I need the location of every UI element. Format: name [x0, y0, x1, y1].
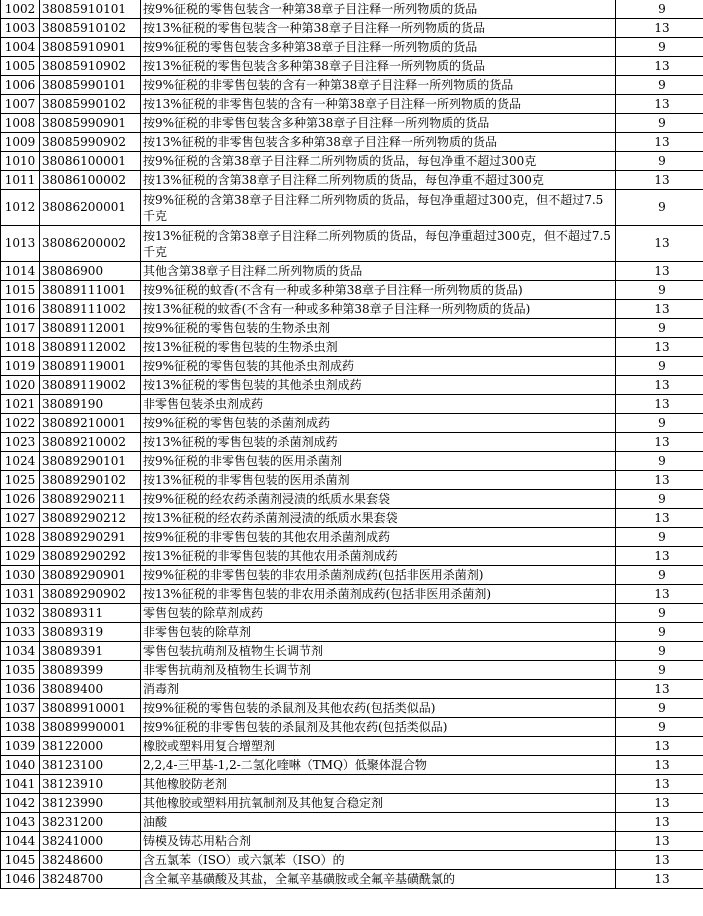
table-row: [1, 300, 703, 319]
row-number-cell: 1004: [1, 38, 40, 57]
tax-rate-cell: 13: [616, 226, 703, 262]
goods-description-cell: 按13%征税的非零售包装的非农用杀菌剂成药(包括非医用杀菌剂): [141, 585, 616, 604]
goods-description-cell: 按13%征税的非零售包装的其他农用杀菌剂成药: [141, 547, 616, 566]
table-row: [1, 171, 703, 190]
table-row: [1, 547, 703, 566]
goods-description-cell: 按13%征税的非零售包装的含有一种第38章子目注释一所列物质的货品: [141, 95, 616, 114]
tariff-code-cell: 38089290902: [40, 585, 141, 604]
table-row: [1, 832, 703, 851]
table-row: [1, 718, 703, 737]
tax-rate-cell: 9: [616, 38, 703, 57]
goods-description-cell: 按9%征税的含第38章子目注释二所列物质的货品，每包净重超过300克，但不超过7.5千克: [141, 190, 616, 226]
tax-rate-cell: 9: [616, 623, 703, 642]
tax-rate-cell: 9: [616, 490, 703, 509]
row-number-cell: 1033: [1, 623, 40, 642]
tax-rate-cell: 13: [616, 680, 703, 699]
tax-rate-cell: 13: [616, 756, 703, 775]
tax-rate-cell: 9: [616, 114, 703, 133]
goods-description-cell: 按13%征税的零售包装含多种第38章子目注释一所列物质的货品: [141, 57, 616, 76]
table-row: [1, 851, 703, 870]
tax-rate-cell: 9: [616, 0, 703, 19]
tariff-code-cell: 38089290212: [40, 509, 141, 528]
tax-rate-cell: 9: [616, 190, 703, 226]
row-number-cell: 1006: [1, 76, 40, 95]
table-row: [1, 737, 703, 756]
tariff-code-cell: 38089290101: [40, 452, 141, 471]
tax-rate-cell: 13: [616, 376, 703, 395]
goods-description-cell: 按9%征税的非零售包装的其他农用杀菌剂成药: [141, 528, 616, 547]
tax-rate-cell: 13: [616, 133, 703, 152]
tariff-code-cell: 38089400: [40, 680, 141, 699]
goods-description-cell: 按9%征税的零售包装的杀鼠剂及其他农药(包括类似品): [141, 699, 616, 718]
tax-rate-cell: 13: [616, 338, 703, 357]
row-number-cell: 1002: [1, 0, 40, 19]
tax-rate-cell: 13: [616, 262, 703, 281]
row-number-cell: 1007: [1, 95, 40, 114]
tariff-code-cell: 38089190: [40, 395, 141, 414]
tariff-code-cell: 38086100001: [40, 152, 141, 171]
table-row: [1, 38, 703, 57]
tariff-code-cell: 38089119001: [40, 357, 141, 376]
tariff-code-cell: 38123990: [40, 794, 141, 813]
table-body: [1, 0, 703, 889]
goods-description-cell: 按9%征税的非零售包装的医用杀菌剂: [141, 452, 616, 471]
table-row: [1, 114, 703, 133]
tax-rate-cell: 9: [616, 357, 703, 376]
table-row: [1, 566, 703, 585]
row-number-cell: 1013: [1, 226, 40, 262]
tariff-code-cell: 38085990901: [40, 114, 141, 133]
tax-rate-cell: 9: [616, 528, 703, 547]
tax-rate-cell: 9: [616, 718, 703, 737]
tariff-code-cell: 38086200001: [40, 190, 141, 226]
tariff-code-cell: 38085990102: [40, 95, 141, 114]
row-number-cell: 1036: [1, 680, 40, 699]
table-row: [1, 133, 703, 152]
row-number-cell: 1016: [1, 300, 40, 319]
goods-description-cell: 按9%征税的非零售包装的杀鼠剂及其他农药(包括类似品): [141, 718, 616, 737]
table-row: [1, 604, 703, 623]
goods-description-cell: 含五氯苯（ISO）或六氯苯（ISO）的: [141, 851, 616, 870]
goods-description-cell: 油酸: [141, 813, 616, 832]
row-number-cell: 1009: [1, 133, 40, 152]
row-number-cell: 1011: [1, 171, 40, 190]
table-row: [1, 395, 703, 414]
tax-rate-cell: 13: [616, 547, 703, 566]
goods-description-cell: 按13%征税的零售包装含一种第38章子目注释一所列物质的货品: [141, 19, 616, 38]
goods-description-cell: 按13%征税的零售包装的其他杀虫剂成药: [141, 376, 616, 395]
row-number-cell: 1008: [1, 114, 40, 133]
table-row: [1, 661, 703, 680]
row-number-cell: 1034: [1, 642, 40, 661]
row-number-cell: 1030: [1, 566, 40, 585]
goods-description-cell: 铸模及铸芯用粘合剂: [141, 832, 616, 851]
table-row: [1, 433, 703, 452]
row-number-cell: 1046: [1, 870, 40, 889]
tariff-code-cell: 38085910102: [40, 19, 141, 38]
row-number-cell: 1005: [1, 57, 40, 76]
table-row: [1, 338, 703, 357]
tax-rate-cell: 9: [616, 76, 703, 95]
tax-rate-cell: 9: [616, 566, 703, 585]
tax-rate-cell: 9: [616, 642, 703, 661]
goods-description-cell: 按9%征税的零售包装的杀菌剂成药: [141, 414, 616, 433]
tax-rate-cell: 13: [616, 794, 703, 813]
goods-description-cell: 按13%征税的蚊香(不含有一种或多种第38章子目注释一所列物质的货品): [141, 300, 616, 319]
goods-description-cell: 按9%征税的零售包装含一种第38章子目注释一所列物质的货品: [141, 0, 616, 19]
row-number-cell: 1003: [1, 19, 40, 38]
tariff-code-cell: 38089290901: [40, 566, 141, 585]
table-row: [1, 262, 703, 281]
goods-description-cell: 含全氟辛基磺酸及其盐，全氟辛基磺胺或全氟辛基磺酰氯的: [141, 870, 616, 889]
row-number-cell: 1026: [1, 490, 40, 509]
tax-rate-cell: 9: [616, 604, 703, 623]
tax-rate-cell: 9: [616, 319, 703, 338]
table-row: [1, 756, 703, 775]
tariff-code-cell: 38089112002: [40, 338, 141, 357]
table-row: [1, 19, 703, 38]
tariff-code-cell: 38085910901: [40, 38, 141, 57]
table-row: [1, 414, 703, 433]
row-number-cell: 1015: [1, 281, 40, 300]
goods-description-cell: 按13%征税的零售包装的生物杀虫剂: [141, 338, 616, 357]
tariff-code-cell: 38085990101: [40, 76, 141, 95]
tax-rate-cell: 13: [616, 57, 703, 76]
table-row: [1, 699, 703, 718]
tax-rate-cell: 13: [616, 300, 703, 319]
goods-description-cell: 零售包装抗萌剂及植物生长调节剂: [141, 642, 616, 661]
tax-rate-cell: 9: [616, 281, 703, 300]
table-row: [1, 319, 703, 338]
tariff-code-cell: 38248700: [40, 870, 141, 889]
table-row: [1, 95, 703, 114]
tax-rate-cell: 9: [616, 152, 703, 171]
row-number-cell: 1038: [1, 718, 40, 737]
tariff-code-cell: 38089290292: [40, 547, 141, 566]
tariff-code-cell: 38089111001: [40, 281, 141, 300]
tax-rate-cell: 13: [616, 433, 703, 452]
row-number-cell: 1022: [1, 414, 40, 433]
row-number-cell: 1020: [1, 376, 40, 395]
row-number-cell: 1044: [1, 832, 40, 851]
tariff-code-cell: 38089210001: [40, 414, 141, 433]
tax-rate-cell: 13: [616, 509, 703, 528]
row-number-cell: 1035: [1, 661, 40, 680]
row-number-cell: 1023: [1, 433, 40, 452]
tariff-code-cell: 38089210002: [40, 433, 141, 452]
row-number-cell: 1018: [1, 338, 40, 357]
tax-rate-cell: 13: [616, 585, 703, 604]
tax-rate-cell: 9: [616, 661, 703, 680]
goods-description-cell: 非零售抗萌剂及植物生长调节剂: [141, 661, 616, 680]
goods-description-cell: 按13%征税的非零售包装的医用杀菌剂: [141, 471, 616, 490]
goods-description-cell: 2,2,4-三甲基-1,2-二氢化喹啉（TMQ）低聚体混合物: [141, 756, 616, 775]
table-row: [1, 376, 703, 395]
tariff-code-cell: 38123100: [40, 756, 141, 775]
tax-rate-cell: 9: [616, 452, 703, 471]
tax-rate-cell: 13: [616, 813, 703, 832]
tariff-code-cell: 38248600: [40, 851, 141, 870]
goods-description-cell: 橡胶或塑料用复合增塑剂: [141, 737, 616, 756]
table-row: [1, 642, 703, 661]
tariff-code-cell: 38086900: [40, 262, 141, 281]
row-number-cell: 1041: [1, 775, 40, 794]
row-number-cell: 1014: [1, 262, 40, 281]
row-number-cell: 1031: [1, 585, 40, 604]
goods-description-cell: 按9%征税的非零售包装的含有一种第38章子目注释一所列物质的货品: [141, 76, 616, 95]
goods-description-cell: 其他橡胶或塑料用抗氧制剂及其他复合稳定剂: [141, 794, 616, 813]
row-number-cell: 1037: [1, 699, 40, 718]
table-row: [1, 471, 703, 490]
table-row: [1, 623, 703, 642]
tax-rate-cell: 13: [616, 737, 703, 756]
tariff-code-cell: 38122000: [40, 737, 141, 756]
goods-description-cell: 按9%征税的非零售包装含多种第38章子目注释一所列物质的货品: [141, 114, 616, 133]
tariff-code-cell: 38086100002: [40, 171, 141, 190]
goods-description-cell: 非零售包装杀虫剂成药: [141, 395, 616, 414]
tariff-code-cell: 38089119002: [40, 376, 141, 395]
goods-description-cell: 按9%征税的蚊香(不含有一种或多种第38章子目注释一所列物质的货品): [141, 281, 616, 300]
table-row: [1, 190, 703, 226]
row-number-cell: 1032: [1, 604, 40, 623]
tariff-code-cell: 38085990902: [40, 133, 141, 152]
goods-description-cell: 其他橡胶防老剂: [141, 775, 616, 794]
table-row: [1, 226, 703, 262]
goods-description-cell: 按9%征税的经农药杀菌剂浸渍的纸质水果套袋: [141, 490, 616, 509]
tax-rate-cell: 13: [616, 95, 703, 114]
row-number-cell: 1012: [1, 190, 40, 226]
goods-description-cell: 按9%征税的零售包装的生物杀虫剂: [141, 319, 616, 338]
goods-description-cell: 按13%征税的非零售包装含多种第38章子目注释一所列物质的货品: [141, 133, 616, 152]
goods-description-cell: 消毒剂: [141, 680, 616, 699]
goods-description-cell: 按9%征税的非零售包装的非农用杀菌剂成药(包括非医用杀菌剂): [141, 566, 616, 585]
table-row: [1, 357, 703, 376]
tariff-code-cell: 38089391: [40, 642, 141, 661]
tariff-code-cell: 38089111002: [40, 300, 141, 319]
table-row: [1, 281, 703, 300]
tariff-code-cell: 38241000: [40, 832, 141, 851]
table-row: [1, 76, 703, 95]
tax-rate-cell: 13: [616, 870, 703, 889]
tax-rate-cell: 13: [616, 471, 703, 490]
tariff-code-cell: 38089290102: [40, 471, 141, 490]
row-number-cell: 1024: [1, 452, 40, 471]
row-number-cell: 1028: [1, 528, 40, 547]
row-number-cell: 1025: [1, 471, 40, 490]
table-row: [1, 490, 703, 509]
goods-description-cell: 按9%征税的含第38章子目注释二所列物质的货品，每包净重不超过300克: [141, 152, 616, 171]
table-row: [1, 794, 703, 813]
row-number-cell: 1010: [1, 152, 40, 171]
row-number-cell: 1042: [1, 794, 40, 813]
row-number-cell: 1029: [1, 547, 40, 566]
tax-rate-cell: 13: [616, 171, 703, 190]
row-number-cell: 1045: [1, 851, 40, 870]
tax-rate-cell: 9: [616, 699, 703, 718]
row-number-cell: 1017: [1, 319, 40, 338]
tariff-code-cell: 38085910101: [40, 0, 141, 19]
goods-description-cell: 其他含第38章子目注释二所列物质的货品: [141, 262, 616, 281]
tariff-code-cell: 38089311: [40, 604, 141, 623]
table-row: [1, 509, 703, 528]
tax-rate-cell: 13: [616, 832, 703, 851]
tariff-code-cell: 38089990001: [40, 718, 141, 737]
row-number-cell: 1021: [1, 395, 40, 414]
goods-description-cell: 按13%征税的零售包装的杀菌剂成药: [141, 433, 616, 452]
row-number-cell: 1027: [1, 509, 40, 528]
tariff-code-cell: 38089112001: [40, 319, 141, 338]
table-row: [1, 680, 703, 699]
goods-description-cell: 按9%征税的零售包装含多种第38章子目注释一所列物质的货品: [141, 38, 616, 57]
tariff-code-cell: 38085910902: [40, 57, 141, 76]
goods-description-cell: 非零售包装的除草剂: [141, 623, 616, 642]
table-row: [1, 870, 703, 889]
goods-description-cell: 按9%征税的零售包装的其他杀虫剂成药: [141, 357, 616, 376]
tariff-code-cell: 38089290291: [40, 528, 141, 547]
tax-rate-cell: 13: [616, 851, 703, 870]
tariff-code-cell: 38089319: [40, 623, 141, 642]
table-row: [1, 585, 703, 604]
table-row: [1, 775, 703, 794]
table-row: [1, 57, 703, 76]
tariff-code-cell: 38123910: [40, 775, 141, 794]
table-row: [1, 152, 703, 171]
table-row: [1, 452, 703, 471]
goods-description-cell: 零售包装的除草剂成药: [141, 604, 616, 623]
tax-rate-cell: 13: [616, 19, 703, 38]
tax-rate-cell: 9: [616, 414, 703, 433]
row-number-cell: 1043: [1, 813, 40, 832]
table-row: [1, 813, 703, 832]
row-number-cell: 1040: [1, 756, 40, 775]
tariff-code-cell: 38089399: [40, 661, 141, 680]
table-row: [1, 0, 703, 19]
tax-rate-cell: 13: [616, 775, 703, 794]
tax-rate-cell: 13: [616, 395, 703, 414]
tariff-code-cell: 38231200: [40, 813, 141, 832]
table-row: [1, 528, 703, 547]
goods-description-cell: 按13%征税的经农药杀菌剂浸渍的纸质水果套袋: [141, 509, 616, 528]
tariff-code-cell: 38089910001: [40, 699, 141, 718]
goods-description-cell: 按13%征税的含第38章子目注释二所列物质的货品，每包净重超过300克，但不超过7.5千克: [141, 226, 616, 262]
row-number-cell: 1039: [1, 737, 40, 756]
row-number-cell: 1019: [1, 357, 40, 376]
tariff-code-cell: 38089290211: [40, 490, 141, 509]
tariff-code-cell: 38086200002: [40, 226, 141, 262]
goods-description-cell: 按13%征税的含第38章子目注释二所列物质的货品，每包净重不超过300克: [141, 171, 616, 190]
